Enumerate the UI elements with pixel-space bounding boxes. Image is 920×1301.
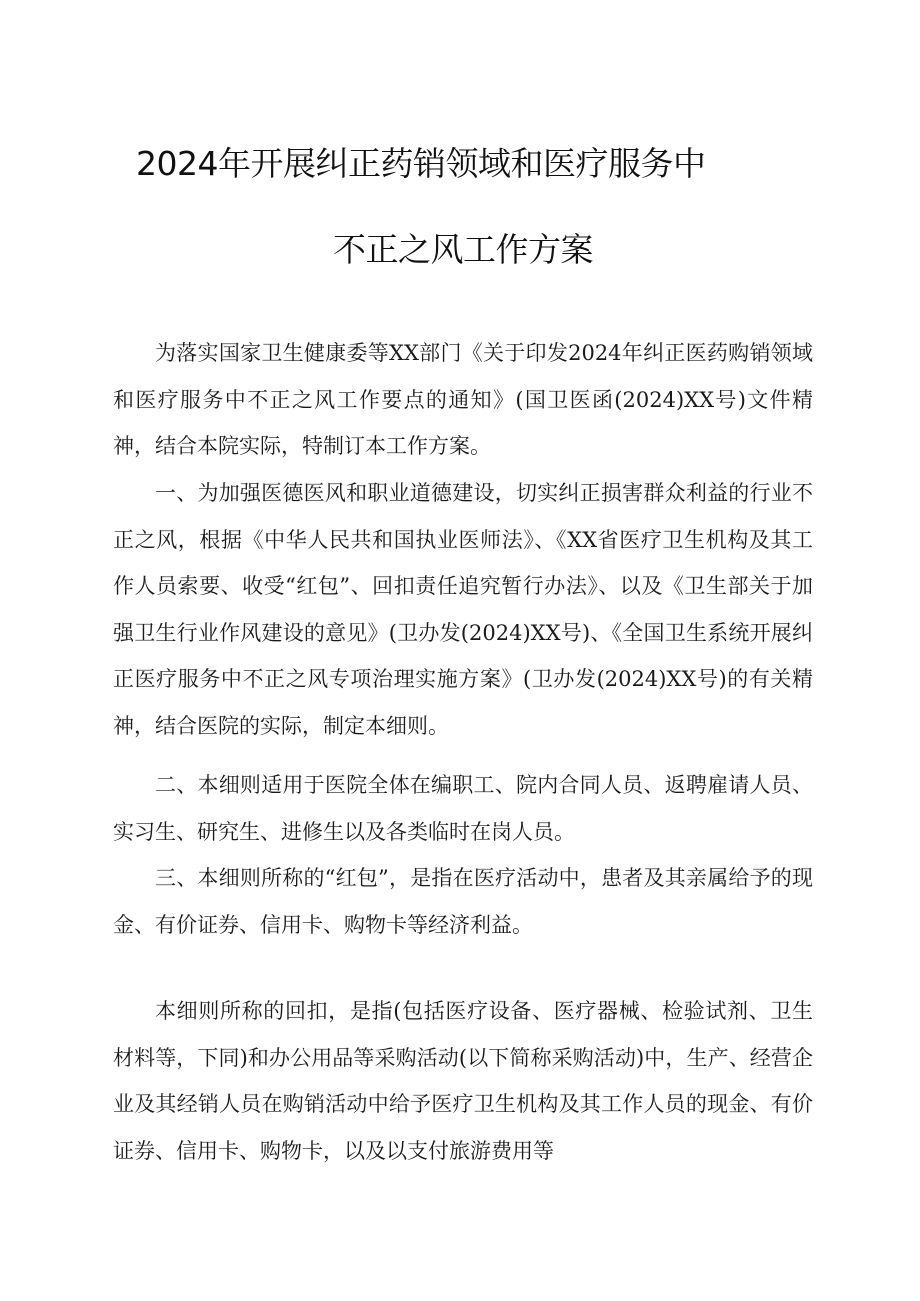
paragraph-intro: 为落实国家卫生健康委等XX部门《关于印发2024年纠正医药购销领域和医疗服务中不正之风工作要点的通知》(国卫医函(2024)XX号)文件精神，结合本院实际，特制订本工作方案。 [113, 341, 813, 458]
paragraph-section-2: 二、本细则适用于医院全体在编职工、院内合同人员、返聘雇请人员、实习生、研究生、进修生以及各类临时在岗人员。 [113, 773, 813, 844]
paragraph-section-3: 三、本细则所称的“红包”，是指在医疗活动中，患者及其亲属给予的现金、有价证券、信用卡、购物卡等经济利益。 [113, 866, 813, 937]
paragraph-kickback-definition: 本细则所称的回扣，是指(包括医疗设备、医疗器械、检验试剂、卫生材料等，下同)和办公用品等采购活动(以下简称采购活动)中，生产、经营企业及其经销人员在购销活动中给予医疗卫生机构及其工作人员的现金、有价证券、信用卡、购物卡，以及以支付旅游费用等 [113, 999, 813, 1163]
document-title-line-1: 2024年开展纠正药销领域和医疗服务中 [136, 144, 706, 183]
paragraph-section-1: 一、为加强医德医风和职业道德建设，切实纠正损害群众利益的行业不正之风，根据《中华人民共和国执业医师法》、《XX省医疗卫生机构及其工作人员索要、收受“红包”、回扣责任追究暂行办法》、以及《卫生部关于加强卫生行业作风建设的意见》(卫办发(2024)XX号)、《全国卫生系统开展纠正医疗服务中不正之风专项治理实施方案》(卫办发(2024)XX号)的有关精神，结合医院的实际，制定本细则。 [113, 481, 813, 738]
document-title-line-2: 不正之风工作方案 [333, 230, 593, 269]
